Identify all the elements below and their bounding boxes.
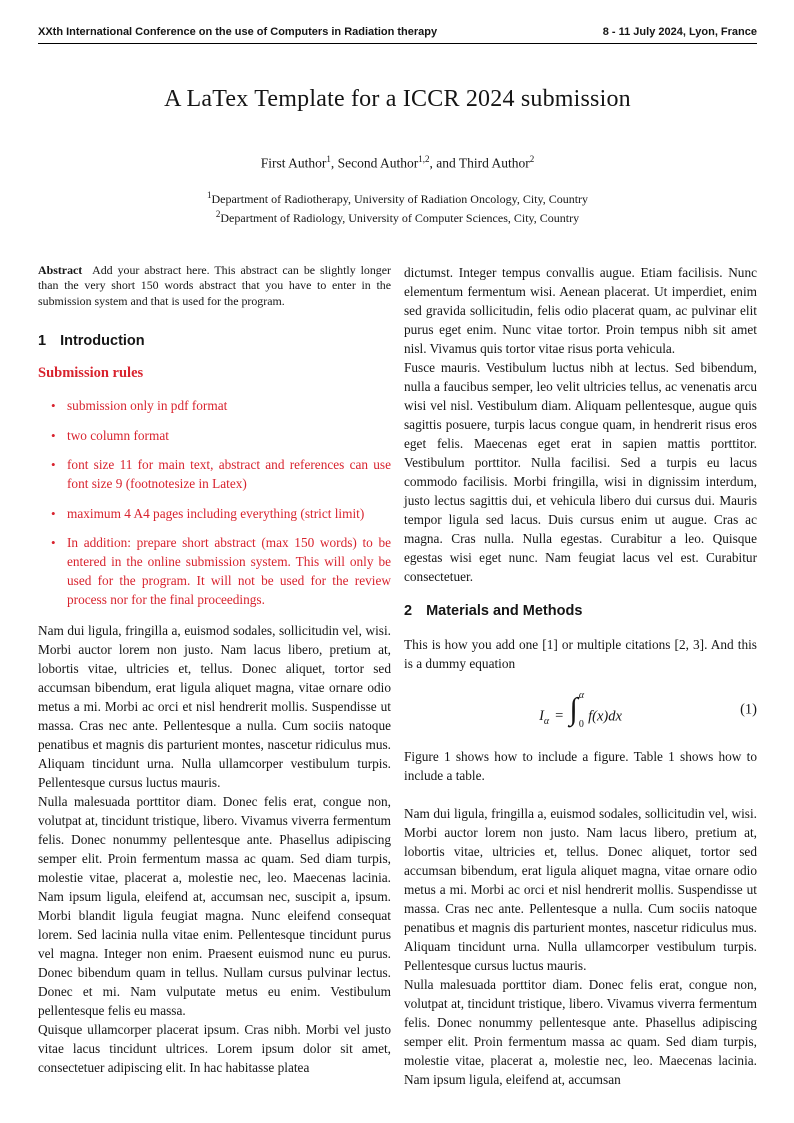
- integrand: f(x)dx: [588, 708, 622, 724]
- affiliation-2-marker: 2: [215, 209, 221, 219]
- rule-item-5: • In addition: prepare short abstract (max 150 words) to be entered in the online submission system. This will only be used for the program. It will not be used for the review process nor for the final proceedings.: [38, 533, 391, 609]
- citations-paragraph: This is how you add one [1] or multiple citations [2, 3]. And this is a dummy equation: [404, 636, 757, 671]
- section-number: 2: [404, 602, 413, 619]
- author-1: First Author: [260, 155, 327, 171]
- section-number: 1: [38, 333, 47, 350]
- body-paragraph: Quisque ullamcorper placerat ipsum. Cras nibh. Morbi vel justo vitae lacus tincidunt ultrices. Lorem ipsum dolor sit amet, consectetuer adipiscing elit. In hac habitasse platea: [38, 1022, 391, 1076]
- affiliation-line-1: [38, 188, 757, 208]
- equation-body: [539, 689, 622, 730]
- abstract-label: Abstract: [38, 262, 83, 277]
- integral-sign: ∫: [569, 691, 578, 726]
- section-heading-materials-and-methods: [404, 603, 757, 619]
- body-paragraph: Nam dui ligula, fringilla a, euismod sodales, sollicitudin vel, wisi. Morbi auctor lorem non justo. Nam lacus libero, pretium at, lobortis vitae, ultricies et, tellus. Donec aliquet, tortor sed accumsan bibendum, erat ligula aliquet magna, vitae ornare odio metus a mi. Morbi ac orci et nisl hendrerit mollis. Suspendisse ut massa. Cras nec ante. Pellentesque a nulla. Cum sociis natoque penatibus et magnis dis parturient montes, nascetur ridiculus mus. Aliquam tincidunt urna. Nulla ullamcorper vestibulum turpis. Pellentesque cursus luctus mauris.: [404, 805, 757, 973]
- body-paragraph: Nulla malesuada porttitor diam. Donec felis erat, congue non, volutpat at, tincidunt tristique, libero. Vivamus viverra fermentum felis. Donec nonummy pellentesque ante. Phasellus adipiscing semper elit. Proin fermentum massa ac quam. Sed diam turpis, molestie vitae, placerat a, molestie nec, leo. Maecenas lacinia. Nam ipsum ligula, eleifend at, accumsan nec, suscipit a, ipsum. Morbi blandit ligula feugiat magna. Nunc eleifend consequat lorem. Sed lacinia nulla vitae enim. Pellentesque tincidunt purus vel magna. Integer non enim. Praesent euismod nunc eu purus. Donec bibendum quam in tellus. Nullam cursus pulvinar lectus. Donec et mi. Nam vulputate metus eu enim. Vestibulum pellentesque felis eu massa.: [38, 794, 391, 1019]
- author-separator: , and: [429, 155, 459, 171]
- equals-sign: =: [555, 708, 564, 724]
- author-separator: ,: [330, 155, 338, 171]
- author-1-affiliation-marker: 1: [326, 154, 331, 164]
- integral-upper-limit: α: [578, 689, 585, 701]
- author-2-affiliation-marker: 1,2: [418, 154, 430, 164]
- author-3-affiliation-marker: 2: [529, 154, 535, 164]
- paper-title: A LaTex Template for a ICCR 2024 submission: [164, 86, 631, 112]
- author-2: Second Author: [337, 155, 419, 171]
- integral: [569, 689, 588, 730]
- rule-item-1: • submission only in pdf format: [38, 396, 391, 415]
- rule-item-3: • font size 11 for main text, abstract and references can use font size 9 (footnotesize in Latex): [38, 455, 391, 493]
- subheading-submission-rules: Submission rules: [38, 365, 144, 382]
- author-3: Third Author: [458, 155, 530, 171]
- body-paragraph: Fusce mauris. Vestibulum luctus nibh at lectus. Sed bibendum, nulla a faucibus semper, leo velit ultricies tellus, ac venenatis arcu wisi vel nisl. Vestibulum diam. Aliquam pellentesque, augue quis sagittis posuere, turpis lacus congue quam, in hendrerit risus eros eget felis. Maecenas eget erat in sapien mattis porttitor. Vestibulum porttitor. Nulla facilisi. Sed a turpis eu lacus commodo facilisis. Morbi fringilla, wisi in dignissim interdum, justo lectus sagittis dui, et vehicula libero dui cursus dui. Mauris tempor ligula sed lacus. Duis cursus enim ut augue. Cras ac magna. Cras nulla. Nulla egestas. Curabitur a leo. Quisque egestas wisi eget nunc. Nam feugiat lacus vel est. Curabitur consectetuer.: [404, 359, 757, 584]
- rule-item-2: • two column format: [38, 426, 391, 445]
- running-header: [38, 26, 757, 44]
- body-paragraph: Nam dui ligula, fringilla a, euismod sodales, sollicitudin vel, wisi. Morbi auctor lorem non justo. Nam lacus libero, pretium at, lobortis vitae, ultricies et, tellus. Donec aliquet, tortor sed accumsan bibendum, erat ligula aliquet magna, vitae ornare odio metus a mi. Morbi ac orci et nisl hendrerit mollis. Suspendisse ut massa. Cras nec ante. Pellentesque a nulla. Cum sociis natoque penatibus et magnis dis parturient montes, nascetur ridiculus mus. Aliquam tincidunt urna. Nulla ullamcorper vestibulum turpis. Pellentesque cursus luctus mauris.: [38, 623, 391, 791]
- body-paragraph: dictumst. Integer tempus convallis augue. Etiam facilisis. Nunc elementum fermentum wisi. Aenean placerat. Ut imperdiet, enim sed gravida sollicitudin, felis odio placerat quam, ac pulvinar elit purus eget enim. Nunc vitae tortor. Proin tempus nibh sit amet nisl. Vivamus quis tortor vitae risus porta vehicula.: [404, 264, 757, 356]
- affiliation-line-2: [38, 207, 757, 227]
- affiliation-1-text: Department of Radiotherapy, University of Radiation Oncology, City, Country: [211, 191, 589, 206]
- rule-item-4: • maximum 4 A4 pages including everything (strict limit): [38, 504, 391, 523]
- abstract-text: Add your abstract here. This abstract can be slightly longer than the very short 150 words abstract that you have to enter in the submission system and that is used for the program.: [38, 262, 391, 308]
- two-column-body: [38, 263, 757, 1089]
- abstract: [38, 263, 391, 310]
- conference-date-location: 8 - 11 July 2024, Lyon, France: [602, 26, 757, 38]
- right-column: [404, 263, 757, 1089]
- conference-name: XXth International Conference on the use of Computers in Radiation therapy: [38, 26, 438, 38]
- affiliation-2-text: Department of Radiology, University of Computer Sciences, City, Country: [220, 211, 580, 225]
- section-title: Introduction: [60, 333, 145, 350]
- author-list: [38, 154, 757, 172]
- equation-lhs: $I_\alpha$: [539, 708, 550, 727]
- integral-lower-limit: 0: [578, 718, 584, 730]
- equation-number: (1): [740, 701, 757, 717]
- left-column: [38, 263, 391, 1089]
- body-paragraph: Nulla malesuada porttitor diam. Donec felis erat, congue non, volutpat at, tincidunt tristique, libero. Vivamus viverra fermentum felis. Donec nonummy pellentesque ante. Phasellus adipiscing semper elit. Proin fermentum massa ac quam. Sed diam turpis, molestie vitae, placerat a, molestie nec, leo. Maecenas lacinia. Nam ipsum ligula, eleifend at, accumsan: [404, 976, 757, 1087]
- submission-rules-list: [38, 396, 391, 609]
- section-heading-introduction: [38, 333, 391, 349]
- affiliation-1-marker: 1: [206, 189, 212, 200]
- affiliations: [38, 188, 757, 227]
- section-title: Materials and Methods: [426, 602, 583, 619]
- equation-1: [404, 687, 757, 733]
- figure-table-reference-paragraph: Figure 1 shows how to include a figure. Table 1 shows how to include a table.: [404, 748, 757, 783]
